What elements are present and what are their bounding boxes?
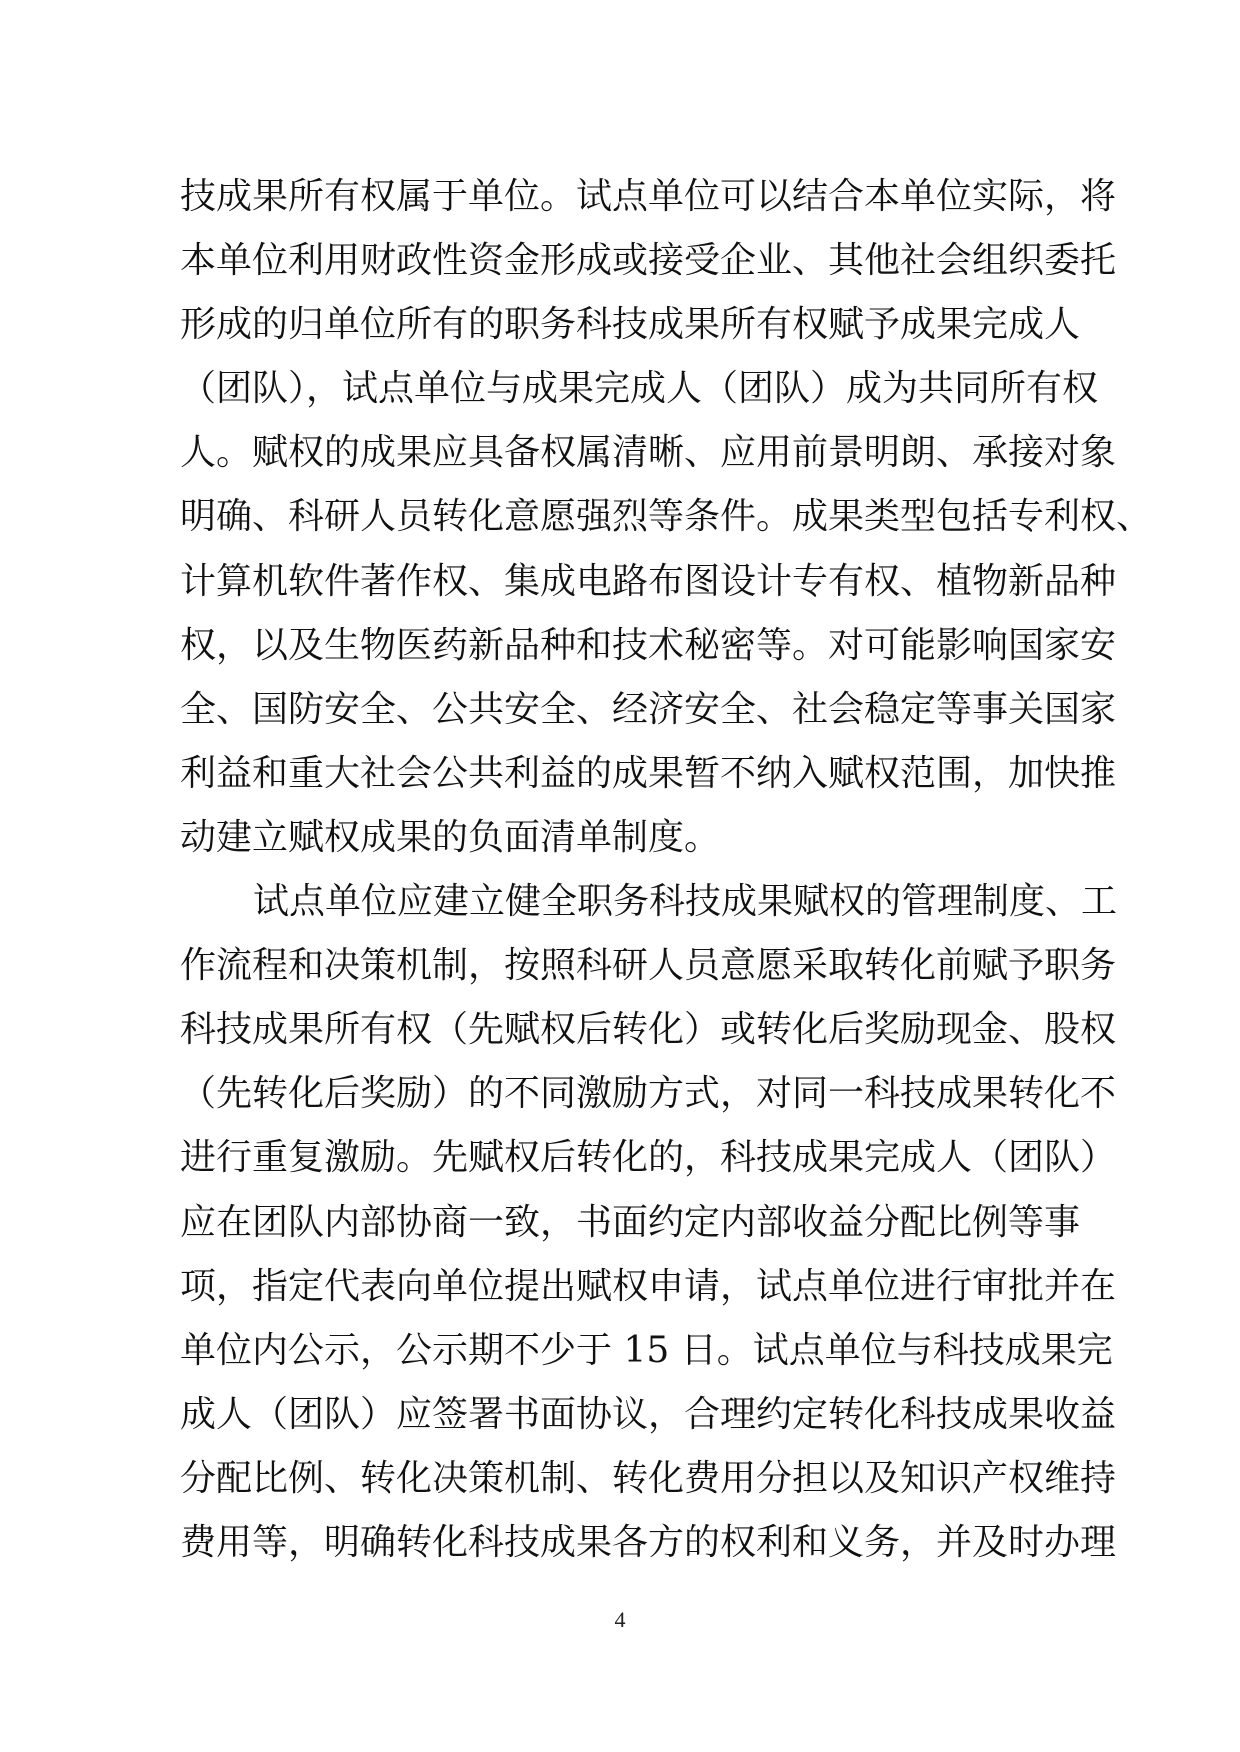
body-text xyxy=(180,165,1153,1575)
text-line: 权，以及生物医药新品种和技术秘密等。对可能影响国家安 xyxy=(180,624,1117,666)
text-line: （团队），试点单位与成果完成人（团队）成为共同所有权 xyxy=(180,368,1099,410)
text-line: 进行重复激励。先赋权后转化的，科技成果完成人（团队） xyxy=(180,1137,1117,1179)
text-line: 技成果所有权属于单位。试点单位可以结合本单位实际，将 xyxy=(180,176,1117,217)
text-line: 形成的归单位所有的职务科技成果所有权赋予成果完成人 xyxy=(180,304,1081,346)
text-line: 科技成果所有权（先赋权后转化）或转化后奖励现金、股权 xyxy=(180,1009,1117,1051)
text-line: 分配比例、转化决策机制、转化费用分担以及知识产权维持 xyxy=(180,1457,1117,1499)
text-line: 全、国防安全、公共安全、经济安全、社会稳定等事关国家 xyxy=(180,688,1117,730)
text-line: 明确、科研人员转化意愿强烈等条件。成果类型包括专利权、 xyxy=(180,496,1153,538)
text-line: （先转化后奖励）的不同激励方式，对同一科技成果转化不 xyxy=(180,1073,1117,1115)
paragraph-end-line: 动建立赋权成果的负面清单制度。 xyxy=(180,816,721,858)
text-line: 利益和重大社会公共利益的成果暂不纳入赋权范围，加快推 xyxy=(180,752,1117,794)
text-line: 费用等，明确转化科技成果各方的权利和义务，并及时办理 xyxy=(180,1521,1117,1563)
text-line: 本单位利用财政性资金形成或接受企业、其他社会组织委托 xyxy=(180,240,1117,282)
text-line: 计算机软件著作权、集成电路布图设计专有权、植物新品种 xyxy=(180,560,1117,602)
page-number: 4 xyxy=(614,1607,626,1632)
text-line: 成人（团队）应签署书面协议，合理约定转化科技成果收益 xyxy=(180,1393,1117,1435)
paragraph-first-line: 试点单位应建立健全职务科技成果赋权的管理制度、工 xyxy=(253,881,1118,923)
text-line: 应在团队内部协商一致，书面约定内部收益分配比例等事 xyxy=(180,1201,1081,1243)
text-line: 单位内公示，公示期不少于 15 日。试点单位与科技成果完 xyxy=(180,1329,1113,1371)
text-line: 项，指定代表向单位提出赋权申请，试点单位进行审批并在 xyxy=(180,1265,1117,1307)
text-line: 人。赋权的成果应具备权属清晰、应用前景明朗、承接对象 xyxy=(180,432,1117,474)
text-line: 作流程和决策机制，按照科研人员意愿采取转化前赋予职务 xyxy=(180,945,1117,987)
